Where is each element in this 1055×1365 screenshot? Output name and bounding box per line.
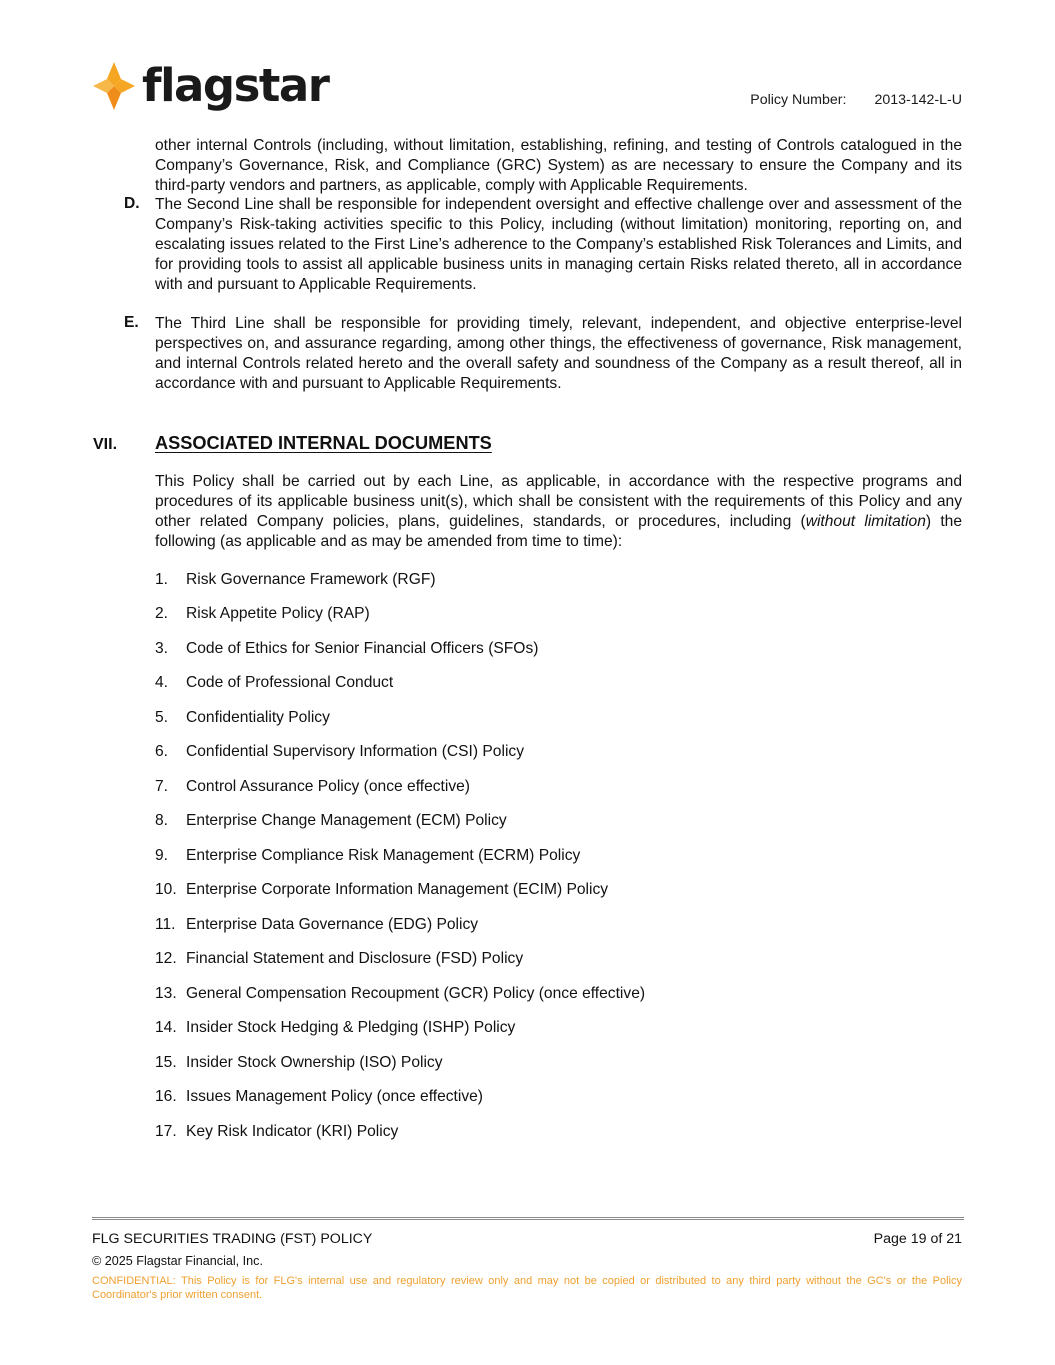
list-item bbox=[155, 1018, 962, 1053]
list-item-number: 5. bbox=[155, 708, 169, 726]
intro-text-end: ) the following (as applicable and as may be amended from time to time): bbox=[155, 512, 963, 550]
paragraph-d: The Second Line shall be responsible for independent oversight and effective challenge over and assessment of the Company’s Risk-taking activities specific to this Policy, including (without limitation) monitoring, reporting on, and escalating issues related to the First Line’s adherence to the Company’s established Risk Tolerances and Limits, and for providing tools to assist all applicable business units in managing certain Risks related thereto, all in accordance with and pursuant to Applicable Requirements. bbox=[155, 196, 962, 293]
footer-divider bbox=[92, 1217, 964, 1220]
list-item bbox=[155, 1087, 962, 1122]
page-footer bbox=[92, 1217, 964, 1302]
list-letter-d: D. bbox=[124, 195, 140, 213]
list-item-number: 3. bbox=[155, 639, 169, 657]
section-intro bbox=[155, 472, 962, 551]
confidentiality-notice: CONFIDENTIAL: This Policy is for FLG's internal use and regulatory review only and may not be copied or distributed to any third party without the GC's or the Policy Coordinator's prior written consent. bbox=[92, 1275, 962, 1301]
list-item-title: Code of Ethics for Senior Financial Officers (SFOs) bbox=[186, 639, 539, 657]
policy-number bbox=[750, 92, 962, 108]
section-number: VII. bbox=[93, 436, 118, 454]
list-item bbox=[155, 984, 962, 1019]
list-item-number: 9. bbox=[155, 846, 169, 864]
list-item bbox=[155, 1053, 962, 1088]
footer-policy-title: FLG SECURITIES TRADING (FST) POLICY bbox=[92, 1231, 373, 1247]
list-item-title: Risk Appetite Policy (RAP) bbox=[186, 605, 370, 623]
list-item-number: 7. bbox=[155, 777, 169, 795]
list-item-number: 2. bbox=[155, 605, 169, 623]
brand-wordmark: flagstar bbox=[142, 59, 329, 112]
list-item-number: 11. bbox=[155, 915, 176, 933]
list-item bbox=[155, 777, 962, 812]
list-item-number: 16. bbox=[155, 1088, 177, 1106]
intro-text-start: This Policy shall be carried out by each Line, as applicable, in accordance with the respective programs and procedures of its applicable business unit(s), which shall be consistent with the requirements of this Policy and any other related Company policies, plans, guidelines, standards, or procedures, including ( bbox=[155, 473, 962, 530]
footer-copyright: © 2025 Flagstar Financial, Inc. bbox=[92, 1254, 263, 1268]
list-item bbox=[155, 673, 962, 708]
continuation-paragraph: other internal Controls (including, without limitation, establishing, refining, and testing of Controls catalogued in the Company’s Governance, Risk, and Compliance (GRC) System) as are necessary to ensure the Company and its third-party vendors and partners, as applicable, comply with Applicable Requirements. bbox=[155, 137, 962, 194]
list-item bbox=[155, 949, 962, 984]
list-item-number: 17. bbox=[155, 1122, 177, 1140]
list-item-d bbox=[124, 195, 962, 294]
list-item bbox=[155, 846, 962, 881]
list-item-title: Key Risk Indicator (KRI) Policy bbox=[186, 1122, 399, 1140]
list-item-number: 8. bbox=[155, 812, 169, 830]
list-item-number: 6. bbox=[155, 743, 169, 761]
list-item bbox=[155, 639, 962, 674]
list-item-title: General Compensation Recoupment (GCR) Policy (once effective) bbox=[186, 984, 646, 1002]
list-item-title: Confidentiality Policy bbox=[186, 708, 330, 726]
policy-number-value: 2013-142-L-U bbox=[874, 92, 962, 108]
list-item-title: Enterprise Data Governance (EDG) Policy bbox=[186, 915, 479, 933]
list-item-number: 1. bbox=[155, 570, 169, 588]
list-item-title: Confidential Supervisory Information (CSI) Policy bbox=[186, 743, 524, 761]
list-item-title: Risk Governance Framework (RGF) bbox=[186, 570, 436, 588]
list-item-title: Financial Statement and Disclosure (FSD) Policy bbox=[186, 950, 524, 968]
list-item-number: 15. bbox=[155, 1053, 177, 1071]
paragraph-e: The Third Line shall be responsible for providing timely, relevant, independent, and objective enterprise-level perspectives on, and assurance regarding, among other things, the effectiveness of governance, Risk management, and internal Controls related hereto and the overall safety and soundness of the Company as a result thereof, all in accordance with and pursuant to Applicable Requirements. bbox=[155, 315, 962, 392]
page-number: Page 19 of 21 bbox=[873, 1231, 962, 1247]
list-item-number: 10. bbox=[155, 881, 177, 899]
policy-number-label: Policy Number: bbox=[750, 92, 847, 108]
list-item bbox=[155, 811, 962, 846]
company-logo bbox=[92, 58, 328, 114]
list-item-number: 4. bbox=[155, 674, 169, 692]
list-item bbox=[155, 880, 962, 915]
flagstar-star-icon bbox=[92, 60, 136, 112]
list-item-number: 13. bbox=[155, 984, 177, 1002]
associated-documents-list bbox=[155, 570, 962, 1157]
list-item-number: 12. bbox=[155, 950, 177, 968]
list-item-title: Code of Professional Conduct bbox=[186, 674, 394, 692]
list-letter-e: E. bbox=[124, 314, 139, 332]
list-item-number: 14. bbox=[155, 1019, 177, 1037]
list-item bbox=[155, 604, 962, 639]
list-item-title: Issues Management Policy (once effective) bbox=[186, 1088, 484, 1106]
list-item-title: Insider Stock Hedging & Pledging (ISHP) Policy bbox=[186, 1019, 516, 1037]
document-body bbox=[93, 136, 962, 1156]
list-item bbox=[155, 1122, 962, 1157]
list-item bbox=[155, 915, 962, 950]
section-heading bbox=[93, 433, 962, 454]
list-item bbox=[155, 708, 962, 743]
list-item-title: Insider Stock Ownership (ISO) Policy bbox=[186, 1053, 443, 1071]
list-item bbox=[155, 570, 962, 605]
intro-italic-text: without limitation bbox=[805, 512, 926, 530]
list-item-title: Control Assurance Policy (once effective) bbox=[186, 777, 470, 795]
list-item-title: Enterprise Change Management (ECM) Policy bbox=[186, 812, 507, 830]
list-item-e bbox=[124, 314, 962, 393]
section-title: ASSOCIATED INTERNAL DOCUMENTS bbox=[155, 433, 492, 454]
list-item-title: Enterprise Compliance Risk Management (ECRM) Policy bbox=[186, 846, 581, 864]
list-item bbox=[155, 742, 962, 777]
list-item-title: Enterprise Corporate Information Management (ECIM) Policy bbox=[186, 881, 609, 899]
